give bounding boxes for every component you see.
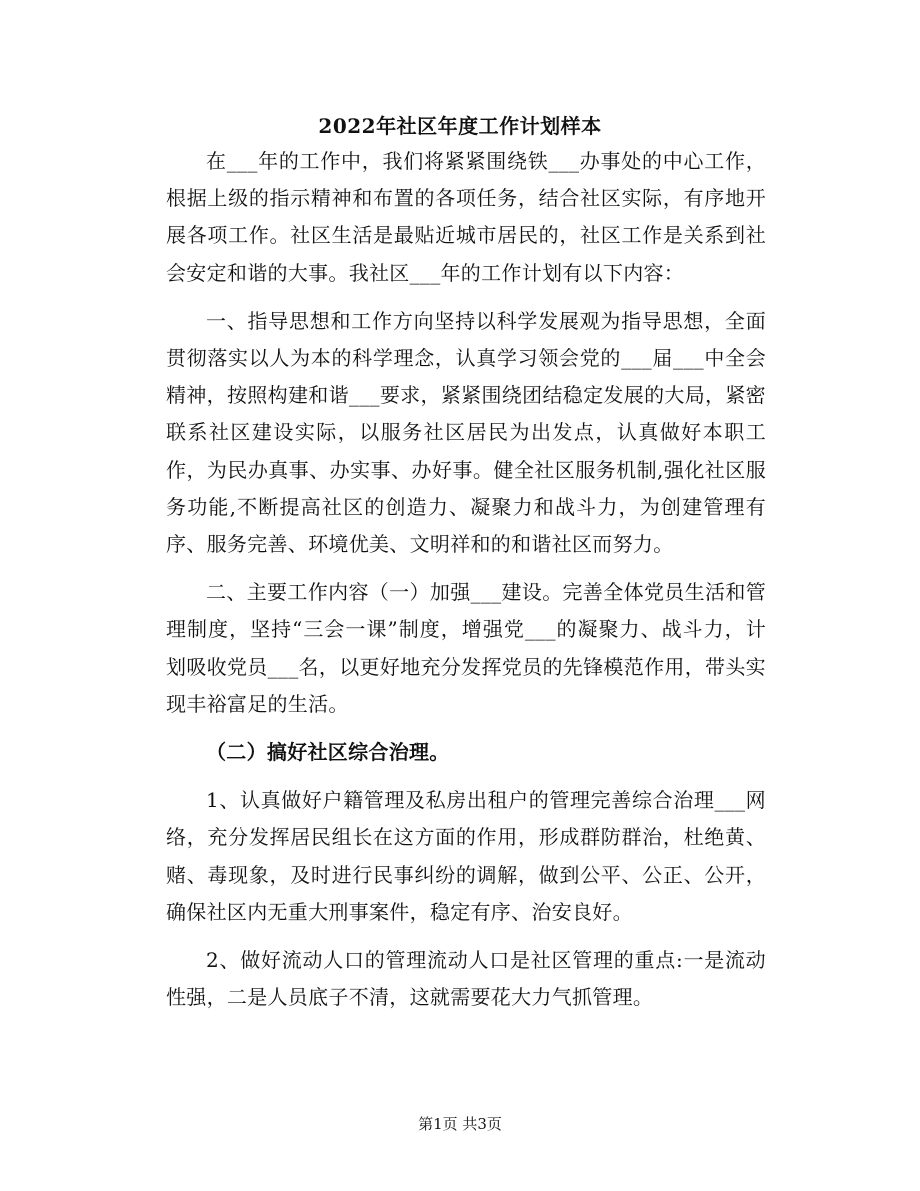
paragraph-guiding-thought: 一、指导思想和工作方向坚持以科学发展观为指导思想，全面贯彻落实以人为本的科学理念，认真学习领会党的___届___中全会精神，按照构建和谐___要求，紧紧围绕团结稳定发展的大局，紧密联系社区建设实际，以服务社区居民为出发点，认真做好本职工作，为民办真事、办实事、办好事。健全社区服务机制,强化社区服务功能,不断提高社区的创造力、凝聚力和战斗力，为创建管理有序、服务完善、环境优美、文明祥和的和谐社区而努力。 (166, 308, 766, 557)
paragraph-household-management: 1、认真做好户籍管理及私房出租户的管理完善综合治理___网络，充分发挥居民组长在这方面的作用，形成群防群治，杜绝黄、赌、毒现象，及时进行民事纠纷的调解，做到公平、公正、公开，确保社区内无重大刑事案件，稳定有序、治安良好。 (166, 788, 766, 924)
paragraph-main-work: 二、主要工作内容（一）加强___建设。完善全体党员生活和管理制度，坚持“三会一课”制度，增强党___的凝聚力、战斗力，计划吸收党员___名，以更好地充分发挥党员的先锋模范作用，带头实现丰裕富足的生活。 (166, 580, 766, 716)
paragraph-intro: 在___年的工作中，我们将紧紧围绕铁___办事处的中心工作，根据上级的指示精神和布置的各项任务，结合社区实际，有序地开展各项工作。社区生活是最贴近城市居民的，社区工作是关系到社会安定和谐的大事。我社区___年的工作计划有以下内容： (166, 149, 766, 285)
paragraph-floating-population: 2、做好流动人口的管理流动人口是社区管理的重点:一是流动性强，二是人员底子不清，这就需要花大力气抓管理。 (166, 948, 766, 1010)
page-number: 第1页 共3页 (418, 1115, 502, 1133)
document-body (166, 143, 766, 1027)
section-heading-governance: （二）搞好社区综合治理。 (206, 740, 450, 765)
document-title: 2022年社区年度工作计划样本 (318, 114, 602, 138)
